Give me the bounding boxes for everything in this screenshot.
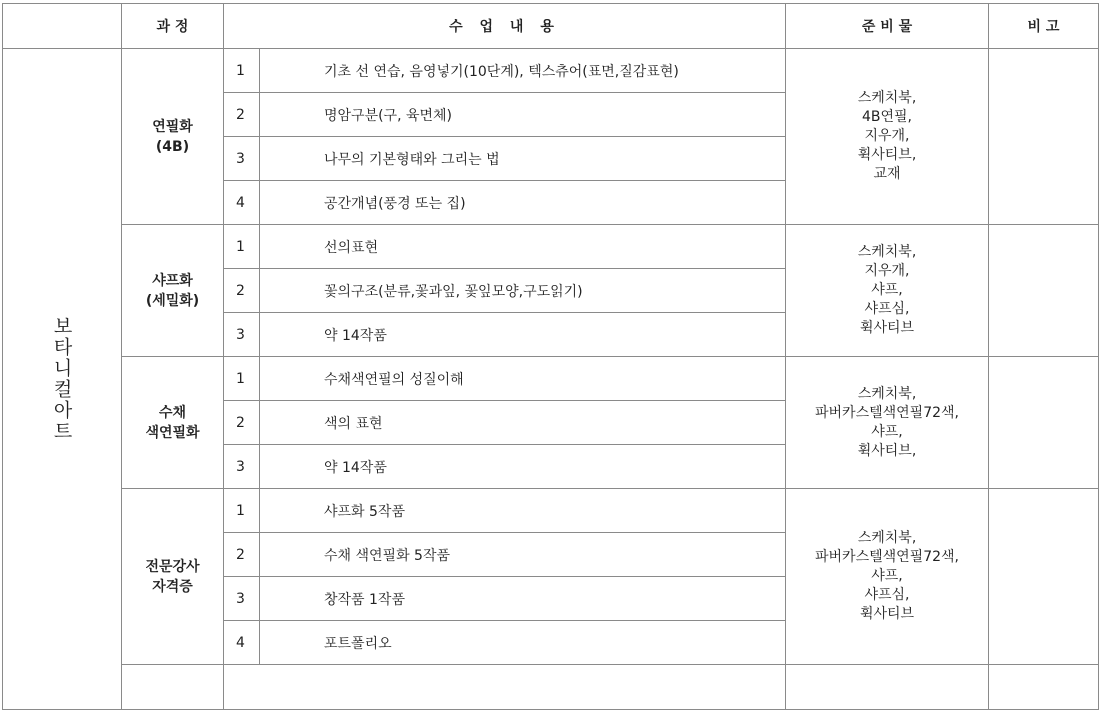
lesson-number: 3 [224,137,260,181]
lesson-number: 2 [224,269,260,313]
lesson-number: 1 [224,49,260,93]
note-cell [989,225,1099,357]
lesson-number: 4 [224,181,260,225]
lesson-number: 1 [224,357,260,401]
category-title: 보타니컬아트 [50,316,73,442]
lesson-number: 3 [224,313,260,357]
lesson-number: 4 [224,621,260,665]
lesson-number: 3 [224,445,260,489]
lesson-number: 2 [224,93,260,137]
materials-cell: 스케치북, 파버카스텔색연필72색, 샤프, 휙사티브, [786,357,989,489]
lesson-content: 수채 색연필화 5작품 [260,533,786,577]
note-cell [989,357,1099,489]
lesson-content: 공간개념(풍경 또는 집) [260,181,786,225]
course-name: 수채 색연필화 [122,357,224,489]
lesson-content: 기초 선 연습, 음영넣기(10단계), 텍스츄어(표면,질감표현) [260,49,786,93]
course-name: 전문강사 자격증 [122,489,224,665]
lesson-content: 선의표현 [260,225,786,269]
blank-cell [224,665,786,710]
lesson-number: 2 [224,401,260,445]
materials-cell: 스케치북, 파버카스텔색연필72색, 샤프, 샤프심, 휙사티브 [786,489,989,665]
blank-cell [122,665,224,710]
lesson-number: 1 [224,489,260,533]
header-course: 과 정 [122,4,224,49]
course-name: 샤프화 (세밀화) [122,225,224,357]
lesson-content: 명암구분(구, 육면체) [260,93,786,137]
header-note: 비 고 [989,4,1099,49]
lesson-content: 색의 표현 [260,401,786,445]
table-row [3,49,1099,93]
blank-row [3,665,1099,710]
table-row [3,357,1099,401]
curriculum-table [2,3,1099,710]
table-row [3,489,1099,533]
materials-cell: 스케치북, 4B연필, 지우개, 휙사티브, 교재 [786,49,989,225]
lesson-content: 꽃의구조(분류,꽃과잎, 꽃잎모양,구도읽기) [260,269,786,313]
lesson-content: 나무의 기본형태와 그리는 법 [260,137,786,181]
blank-cell [786,665,989,710]
lesson-number: 1 [224,225,260,269]
header-empty [3,4,122,49]
header-materials: 준 비 물 [786,4,989,49]
lesson-number: 3 [224,577,260,621]
table-row [3,225,1099,269]
materials-cell: 스케치북, 지우개, 샤프, 샤프심, 휙사티브 [786,225,989,357]
lesson-content: 포트폴리오 [260,621,786,665]
category-cell [3,49,122,710]
lesson-content: 약 14작품 [260,445,786,489]
note-cell [989,489,1099,665]
lesson-content: 수채색연필의 성질이해 [260,357,786,401]
blank-cell [989,665,1099,710]
header-row [3,4,1099,49]
lesson-content: 샤프화 5작품 [260,489,786,533]
lesson-content: 약 14작품 [260,313,786,357]
course-name: 연필화 (4B) [122,49,224,225]
header-content: 수 업 내 용 [224,4,786,49]
lesson-number: 2 [224,533,260,577]
lesson-content: 창작품 1작품 [260,577,786,621]
note-cell [989,49,1099,225]
